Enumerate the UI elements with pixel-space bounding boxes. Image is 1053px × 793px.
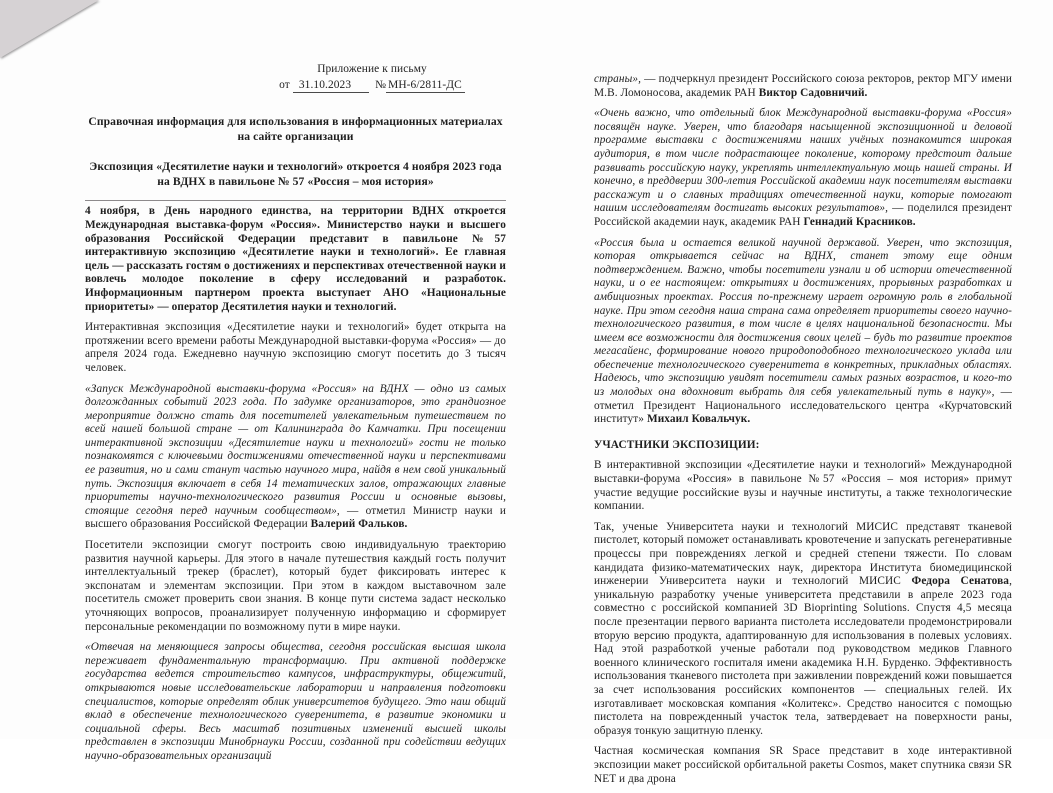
text-run: — отметил Министр науки и высшего образования Российской Федерации: [85, 504, 506, 531]
number-sign: №: [375, 79, 387, 91]
text-run: Виктор Садовничий.: [758, 86, 868, 99]
text-run: Федора Сенатова: [911, 575, 1010, 588]
text-run: 4 ноября, в День народного единства, на территории ВДНХ откроется Международная выставка-форум «Россия». Министерство науки и высшего образования Российской Федерации представит в павильоне №57 интерактивную экспозицию «Десятилетие науки и технологий». Ее главная цель — рассказать гостям о достижениях и перспективах отечественной науки и вовлечь молодое поколение в сферу исследований и разработок. Информационным партнером проекта выступает АНО «Национальные приоритеты» — оператор Десятилетия науки и технологий.: [85, 205, 506, 313]
paragraph: [594, 521, 1012, 739]
letter-number: МН-6/2811-ДС: [386, 79, 465, 93]
text-run: , уникальную разработку ученые университета представили в апреле 2023 года совместно с российской компанией 3D Bioprinting Solutions. Спустя 4,5 месяца после презентации первого варианта пистолета исследователи продемонстрировали вторую версию продукта, адаптированную для использования в полевых условиях. Над этой разработкой ученые работали под руководством медиков Главного военного клинического госпиталя имени академика Н.Н. Бурденко. Эффективность использования тканевого пистолета при заживлении повреждений кожи повышается за счет использования российских компонентов — специальных гелей. Их изготавливает московская компания «Колитекс». Средство наносится с помощью пистолета на поврежденный участок тела, затвердевает на поверхности раны, образуя тонкую защитную пленку.: [594, 575, 1012, 737]
text-run: — подчеркнул президент Российского союза ректоров, ректор МГУ имени М.В. Ломоносова, академик РАН: [594, 73, 1012, 99]
section-heading: [594, 439, 1012, 453]
text-run: Посетители экспозиции смогут построить свою индивидуальную траекторию развития научной карьеры. Для этого в начале путешествия каждый гость получит интеллектуальный трекер (браслет), который будет фиксировать интерес к экспонатам и элементам экспозиции. При этом в каждом выставочном зале посетитель сможет проверить свои знания. В конце пути система задаст несколько уточняющих вопросов, проанализирует полученную информацию и сформирует персональные рекомендации по возможному пути в мире науки.: [85, 539, 506, 633]
text-run: Так, ученые Университета науки и технологий МИСИС представят тканевой пистолет, который поможет останавливать кровотечение и запускать регенеративные процессы при повреждениях легкой и средней степени тяжести. По словам кандидата физико-математических наук, директора Института биомедицинской инженерии Университета науки и технологий МИСИС: [594, 520, 1012, 588]
letter-date: 31.10.2023: [293, 79, 369, 93]
text-run: «Россия была и остается великой научной державой. Уверен, что экспозиция, которая открывается сейчас на ВДНХ, станет этому еще одним подтверждением. Важно, чтобы посетители узнали и об истории отечественной науки, и о ее настоящем: открытиях и достижениях, прорывных разработках и амбициозных проектах. Россия по-прежнему играет огромную роль в глобальной науке. При этом сегодня наша страна сама определяет приоритеты своего научно-технологического развития, в том числе в целях национальной безопасности. Мы имеем все возможности для достижения своих целей – будь то развитие проектов мегасайенс, формирование нового природоподобного технологического уклада или обеспечение технологического суверенитета в конкретных, прикладных областях. Надеюсь, что экспозицию увидят посетители самых разных возрастов, и кого-то из молодых она вдохновит выбрать для себя увлекательный путь в науку»,: [594, 236, 1012, 399]
text-run: страны»,: [594, 73, 645, 85]
text-run: «Очень важно, что отдельный блок Международной выставки-форума «Россия» посвящён науке. Уверен, что благодаря насыщенной экспозиционной и деловой программе выставки с достижениями наших учёных познакомится широкая аудитория, в том числе подрастающее поколение, которому предстоит дальше развивать российскую науку, укреплять интеллектуальную мощь нашей страны. И конечно, в преддверии 300-летия Российской академии наук посетителям выставки расскажут и о славных традициях отечественной науки, которые помогают нашим исследователям достигать высоких результатов»,: [594, 107, 1012, 215]
paragraph: [594, 745, 1012, 786]
paragraph: [594, 459, 1012, 513]
paragraph: [594, 107, 1012, 229]
right-column: [594, 62, 1012, 793]
paragraph: [85, 641, 506, 763]
text-run: Геннадий Красников.: [803, 215, 916, 228]
text-run: — поделился президент Российской академии наук, академик РАН: [594, 202, 1012, 228]
from-label: от: [279, 79, 290, 91]
paragraph: [85, 383, 506, 533]
paragraph: [594, 73, 1012, 100]
left-column-paragraphs: [85, 200, 506, 763]
text-run: Интерактивная экспозиция «Десятилетие науки и технологий» будет открыта на протяжении всего времени работы Международной выставки-форума «Россия» — до апреля 2024 года. Ежедневно научную экспозицию смогут посетить до 3 тысяч человек.: [85, 321, 506, 374]
document-title: Справочная информация для использования в информационных материалах на сайте организации: [88, 115, 503, 143]
text-run: УЧАСТНИКИ ЭКСПОЗИЦИИ:: [594, 438, 760, 451]
left-column: [85, 60, 506, 771]
text-run: Валерий Фальков.: [310, 518, 408, 531]
text-run: Михаил Ковальчук.: [646, 413, 751, 426]
paragraph: [85, 200, 506, 314]
text-run: Частная космическая компания SR Space представит в ходе интерактивной экспозиции макет российской орбитальной ракеты Cosmos, макет спутника связи SR NET и два дрона: [594, 745, 1012, 785]
attachment-note-line1: Приложение к письму: [317, 63, 427, 75]
scan-corner-fold: [0, 0, 99, 58]
text-run: — отметил Президент Национального исследовательского центра «Курчатовский институт»: [594, 386, 1012, 426]
document-subtitle: Экспозиция «Десятилетие науки и технологий» откроется 4 ноября 2023 года на ВДНХ в павильоне № 57 «Россия – моя история»: [89, 160, 502, 188]
paragraph: [594, 237, 1012, 427]
text-run: «Запуск Международной выставки-форума «Россия» на ВДНХ — одно из самых долгожданных событий 2023 года. По задумке организаторов, это грандиозное мероприятие должно стать для посетителей увлекательным путешествием по всей нашей большой стране — от Калининграда до Камчатки. При посещении интерактивной экспозиции «Десятилетие науки и технологий» гости не только познакомятся с ключевыми достижениями отечественной науки и перспективами ее развития, но и сами станут частью научного мира, найдя в нем свой уникальный путь. Экспозиция включает в себя 14 тематических залов, отражающих главные приоритеты научно-технологического развития России и основные вызовы, стоящие сегодня перед научным сообществом»,: [85, 382, 506, 517]
right-column-paragraphs: [594, 73, 1012, 786]
paragraph: [85, 321, 506, 375]
paragraph: [85, 539, 506, 634]
attachment-note-line2: [254, 78, 490, 93]
text-run: «Отвечая на меняющиеся запросы общества, сегодня российская высшая школа переживает фундаментальную трансформацию. При активной поддержке государства ведется строительство кампусов, инфраструктуры, общежитий, открываются новые исследовательские лаборатории и направления подготовки специалистов, которые определят облик университетов будущего. Это наш общий вклад в обеспечение технологического суверенитета, в развитие экономики и социальной сферы. Весь масштаб позитивных изменений высшей школы представлен в экспозиции Минобрнауки России, созданной при содействии ведущих научно-образовательных организаций: [85, 641, 506, 762]
text-run: В интерактивной экспозиции «Десятилетие науки и технологий» Международной выставки-форума «Россия» в павильоне №57 «Россия – моя история» примут участие ведущие российские вузы и научные институты, а также технологические компании.: [594, 459, 1012, 513]
attachment-note: [254, 62, 490, 93]
